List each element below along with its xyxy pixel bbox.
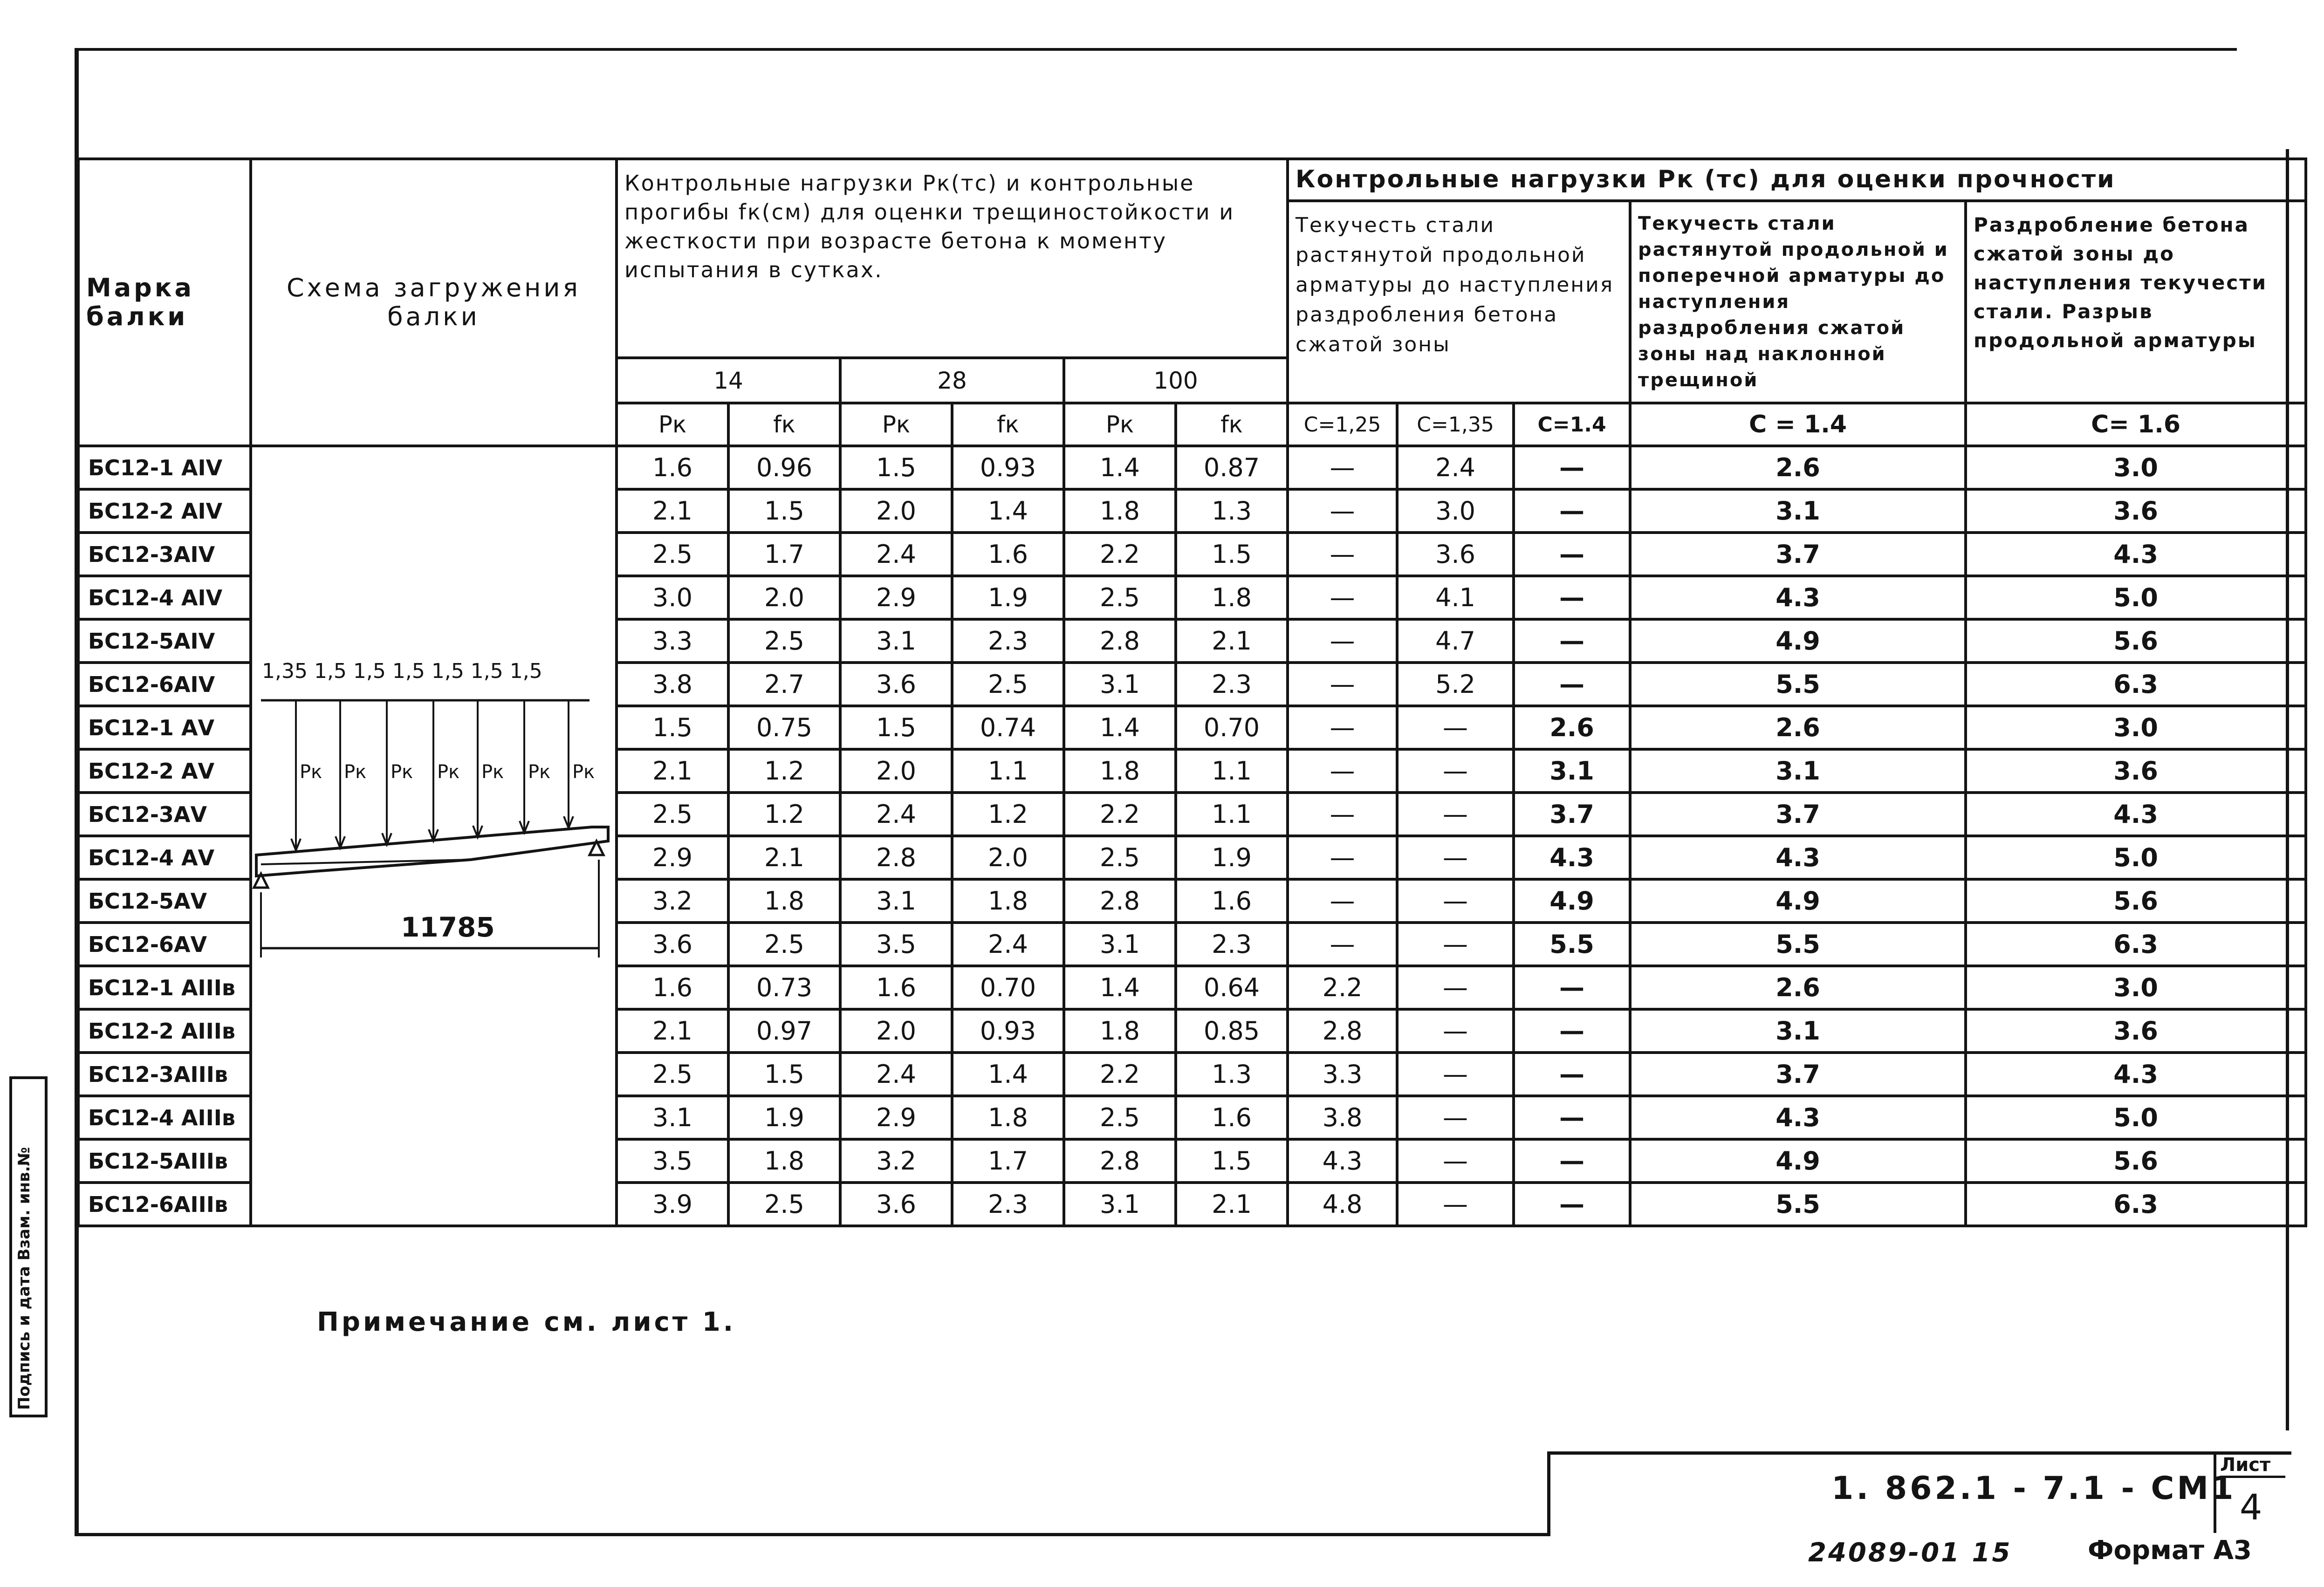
table-cell: 1.1 <box>1176 749 1288 793</box>
table-cell: 1.6 <box>617 446 728 489</box>
table-cell: 2.1 <box>617 1009 728 1053</box>
table-cell: — <box>1397 1009 1514 1053</box>
table-cell: 2.7 <box>728 663 840 706</box>
table-cell: 2.9 <box>617 836 728 879</box>
table-cell: 2.2 <box>1288 966 1397 1009</box>
table-cell: 0.93 <box>952 1009 1064 1053</box>
table-cell: 2.1 <box>617 749 728 793</box>
table-cell: 2.4 <box>840 793 952 836</box>
table-cell: 1.2 <box>952 793 1064 836</box>
table-cell: 0.97 <box>728 1009 840 1053</box>
table-cell: 2.6 <box>1514 706 1630 749</box>
table-cell: — <box>1397 1139 1514 1183</box>
load-label: Рк <box>391 761 413 783</box>
table-cell: — <box>1288 446 1397 489</box>
header-pk-28: Рк <box>840 403 952 446</box>
table-cell: — <box>1397 836 1514 879</box>
table-cell: 1.4 <box>1064 706 1176 749</box>
load-arrows <box>291 700 595 850</box>
table-cell: 3.1 <box>1630 1009 1966 1053</box>
table-cell: 2.1 <box>728 836 840 879</box>
load-label: Рк <box>481 761 504 783</box>
table-cell: 4.3 <box>1514 836 1630 879</box>
table-cell: 2.3 <box>952 1183 1064 1226</box>
table-cell: 4.8 <box>1288 1183 1397 1226</box>
beam-mark: БС12-2 АV <box>78 749 251 793</box>
table-cell: 2.5 <box>617 793 728 836</box>
table-cell: 1.4 <box>952 489 1064 533</box>
table-cell: 5.0 <box>1966 836 2306 879</box>
table-row <box>78 446 2306 489</box>
table-cell: 3.7 <box>1630 1053 1966 1096</box>
table-cell: 3.8 <box>617 663 728 706</box>
table-cell: 5.5 <box>1630 663 1966 706</box>
table-cell: 2.0 <box>840 489 952 533</box>
table-cell: 3.0 <box>1966 446 2306 489</box>
table-cell: 2.3 <box>952 619 1064 663</box>
table-cell: 1.9 <box>952 576 1064 619</box>
table-cell: 3.3 <box>1288 1053 1397 1096</box>
table-cell: 2.5 <box>1064 836 1176 879</box>
table-cell: 1.9 <box>1176 836 1288 879</box>
load-label: Рк <box>300 761 322 783</box>
beam-mark: БС12-4 АV <box>78 836 251 879</box>
table-cell: — <box>1514 966 1630 1009</box>
inventory-number: 24089-01 15 <box>1808 1538 2012 1568</box>
table-cell: — <box>1397 749 1514 793</box>
table-cell: 2.6 <box>1630 706 1966 749</box>
table-cell: 1.6 <box>952 533 1064 576</box>
table-cell: 2.5 <box>617 533 728 576</box>
table-cell: 2.3 <box>1176 663 1288 706</box>
table-cell: 1.5 <box>1176 1139 1288 1183</box>
table-cell: 2.0 <box>952 836 1064 879</box>
beam-mark: БС12-5АIIIв <box>78 1139 251 1183</box>
table-cell: 4.7 <box>1397 619 1514 663</box>
table-cell: — <box>1397 1053 1514 1096</box>
side-stamp <box>9 1076 48 1417</box>
document-code: 1. 862.1 - 7.1 - СМ1 <box>1831 1470 2236 1507</box>
beam-mark: БС12-3АIIIв <box>78 1053 251 1096</box>
table-cell: 5.0 <box>1966 576 2306 619</box>
table-cell: 2.2 <box>1064 793 1176 836</box>
table-cell: 2.1 <box>1176 619 1288 663</box>
table-cell: 2.1 <box>617 489 728 533</box>
table-cell: — <box>1288 663 1397 706</box>
table-cell: 0.64 <box>1176 966 1288 1009</box>
table-cell: 3.6 <box>1966 1009 2306 1053</box>
table-cell: — <box>1288 576 1397 619</box>
schema-length: 11785 <box>401 911 495 943</box>
table-cell: 2.9 <box>840 576 952 619</box>
table-cell: — <box>1288 749 1397 793</box>
header-pk-14: Рк <box>617 403 728 446</box>
table-cell: 3.5 <box>840 923 952 966</box>
table-cell: 3.7 <box>1630 793 1966 836</box>
sheet-number: 4 <box>2240 1486 2262 1528</box>
table-cell: 1.3 <box>1176 489 1288 533</box>
sheet-label: Лист <box>2220 1454 2285 1478</box>
table-cell: 1.6 <box>1176 1096 1288 1139</box>
header-age-28: 28 <box>840 358 1064 403</box>
table-cell: 3.1 <box>1064 663 1176 706</box>
table-cell: 5.6 <box>1966 619 2306 663</box>
table-cell: — <box>1397 706 1514 749</box>
beam-mark: БС12-6АV <box>78 923 251 966</box>
header-fk-14: fк <box>728 403 840 446</box>
table-cell: 2.9 <box>840 1096 952 1139</box>
table-cell: 1.3 <box>1176 1053 1288 1096</box>
table-cell: 3.1 <box>1064 1183 1176 1226</box>
table-cell: 0.70 <box>1176 706 1288 749</box>
table-cell: 1.8 <box>1176 576 1288 619</box>
header-age-100: 100 <box>1064 358 1288 403</box>
table-cell: — <box>1397 1096 1514 1139</box>
table-cell: 2.5 <box>617 1053 728 1096</box>
table-cell: 3.9 <box>617 1183 728 1226</box>
beam-mark: БС12-4 АIIIв <box>78 1096 251 1139</box>
header-c125: C=1,25 <box>1288 403 1397 446</box>
header-c14a: C=1.4 <box>1514 403 1630 446</box>
table-cell: — <box>1397 966 1514 1009</box>
table-cell: 5.0 <box>1966 1096 2306 1139</box>
table-cell: 3.6 <box>840 663 952 706</box>
table-cell: — <box>1514 663 1630 706</box>
frame-bottom-line <box>75 1533 1547 1536</box>
table-cell: 1.2 <box>728 793 840 836</box>
table-cell: 3.0 <box>1397 489 1514 533</box>
table-cell: 6.3 <box>1966 663 2306 706</box>
table-cell: 2.1 <box>1176 1183 1288 1226</box>
table-cell: 2.8 <box>1288 1009 1397 1053</box>
table-cell: — <box>1288 923 1397 966</box>
table-cell: 0.87 <box>1176 446 1288 489</box>
header-age-14: 14 <box>617 358 840 403</box>
table-cell: 3.6 <box>1397 533 1514 576</box>
table-cell: 1.5 <box>617 706 728 749</box>
table-cell: — <box>1514 533 1630 576</box>
table-cell: 3.1 <box>1064 923 1176 966</box>
table-cell: 2.5 <box>728 619 840 663</box>
table-cell: 2.5 <box>1064 1096 1176 1139</box>
table-cell: — <box>1514 1053 1630 1096</box>
table-cell: 1.4 <box>1064 446 1176 489</box>
table-cell: 1.5 <box>840 446 952 489</box>
table-cell: 5.5 <box>1630 923 1966 966</box>
table-cell: 1.6 <box>840 966 952 1009</box>
table-cell: — <box>1514 1096 1630 1139</box>
table-cell: 3.6 <box>1966 749 2306 793</box>
table-cell: — <box>1288 489 1397 533</box>
header-mark: Марка балки <box>78 159 251 446</box>
table-cell: — <box>1397 879 1514 923</box>
table-cell: 1.8 <box>1064 1009 1176 1053</box>
table-cell: 4.3 <box>1630 1096 1966 1139</box>
table-cell: — <box>1514 446 1630 489</box>
table-cell: 3.2 <box>840 1139 952 1183</box>
table-cell: 3.7 <box>1514 793 1630 836</box>
table-cell: 1.6 <box>1176 879 1288 923</box>
table-cell: 0.73 <box>728 966 840 1009</box>
table-cell: 2.5 <box>952 663 1064 706</box>
header-concrete: Раздробление бетона сжатой зоны до наступления текучести стали. Разрыв продольной арматуры <box>1966 201 2306 403</box>
table-cell: 1.9 <box>728 1096 840 1139</box>
table-cell: 2.4 <box>1397 446 1514 489</box>
table-cell: 1.6 <box>617 966 728 1009</box>
table-cell: 3.2 <box>617 879 728 923</box>
table-cell: 4.9 <box>1630 619 1966 663</box>
table-cell: 0.93 <box>952 446 1064 489</box>
beam-mark: БС12-1 АIV <box>78 446 251 489</box>
table-cell: 4.3 <box>1966 1053 2306 1096</box>
table-cell: 2.0 <box>840 1009 952 1053</box>
table-cell: 1.5 <box>840 706 952 749</box>
table-cell: 1.1 <box>952 749 1064 793</box>
table-cell: 6.3 <box>1966 923 2306 966</box>
table-cell: 4.9 <box>1630 879 1966 923</box>
table-cell: 2.8 <box>840 836 952 879</box>
table-cell: — <box>1397 793 1514 836</box>
table-cell: 2.0 <box>728 576 840 619</box>
header-fk-28: fк <box>952 403 1064 446</box>
table-cell: 1.4 <box>1064 966 1176 1009</box>
table-cell: 1.5 <box>728 489 840 533</box>
beam-mark: БС12-6АIIIв <box>78 1183 251 1226</box>
table-cell: 0.74 <box>952 706 1064 749</box>
table-cell: 5.6 <box>1966 1139 2306 1183</box>
table-cell: 1.1 <box>1176 793 1288 836</box>
load-label: Рк <box>344 761 367 783</box>
beam-mark: БС12-3АIV <box>78 533 251 576</box>
table-cell: 1.8 <box>1064 489 1176 533</box>
table-cell: 3.8 <box>1288 1096 1397 1139</box>
table-cell: — <box>1514 619 1630 663</box>
table-cell: 3.0 <box>1966 706 2306 749</box>
load-label: Рк <box>437 761 460 783</box>
table-cell: — <box>1514 1139 1630 1183</box>
table-cell: 1.7 <box>952 1139 1064 1183</box>
table-cell: 5.2 <box>1397 663 1514 706</box>
table-cell: 3.7 <box>1630 533 1966 576</box>
table-cell: 1.8 <box>728 1139 840 1183</box>
table-cell: 1.2 <box>728 749 840 793</box>
table-cell: 0.96 <box>728 446 840 489</box>
table-cell: 2.0 <box>840 749 952 793</box>
header-c14b: C = 1.4 <box>1630 403 1966 446</box>
table-cell: 3.1 <box>840 619 952 663</box>
table-cell: — <box>1514 1183 1630 1226</box>
table-cell: 2.2 <box>1064 533 1176 576</box>
table-cell: — <box>1397 923 1514 966</box>
header-crack-group: Контрольные нагрузки Рк(тс) и контрольные прогибы fк(см) для оценки трещиностойкости и жесткости при возрасте бетона к моменту испытания в сутках. <box>617 159 1288 358</box>
table-cell: — <box>1288 879 1397 923</box>
table-cell: 3.0 <box>617 576 728 619</box>
loading-schema-diagram <box>252 650 620 1004</box>
sheet-format: Формат А3 <box>2088 1535 2252 1566</box>
table-cell: 2.4 <box>952 923 1064 966</box>
table-cell: 2.5 <box>728 1183 840 1226</box>
table-cell: 3.6 <box>1966 489 2306 533</box>
table-cell: 3.5 <box>617 1139 728 1183</box>
table-cell: 1.8 <box>1064 749 1176 793</box>
table-cell: 4.3 <box>1630 576 1966 619</box>
note-text: Примечание см. лист 1. <box>317 1307 736 1337</box>
table-cell: 3.1 <box>617 1096 728 1139</box>
header-steel: Текучесть стали растянутой продольной арматуры до наступления раздробления бетона сжатой зоны <box>1288 201 1630 403</box>
table-cell: 4.9 <box>1514 879 1630 923</box>
beam-mark: БС12-1 АIIIв <box>78 966 251 1009</box>
beam-mark: БС12-5АIV <box>78 619 251 663</box>
table-cell: — <box>1288 619 1397 663</box>
beam-mark: БС12-6АIV <box>78 663 251 706</box>
table-cell: 3.3 <box>617 619 728 663</box>
table-cell: — <box>1288 533 1397 576</box>
table-cell: 4.3 <box>1966 533 2306 576</box>
table-cell: 1.5 <box>1176 533 1288 576</box>
table-cell: 3.1 <box>1514 749 1630 793</box>
table-cell: 5.5 <box>1630 1183 1966 1226</box>
header-fk-100: fк <box>1176 403 1288 446</box>
table-cell: 6.3 <box>1966 1183 2306 1226</box>
beam-mark: БС12-1 АV <box>78 706 251 749</box>
table-cell: 4.3 <box>1288 1139 1397 1183</box>
sheet-cell <box>2214 1451 2291 1533</box>
table-cell: 2.5 <box>1064 576 1176 619</box>
table-cell: — <box>1514 1009 1630 1053</box>
table-cell: 0.85 <box>1176 1009 1288 1053</box>
header-c135: C=1,35 <box>1397 403 1514 446</box>
table-cell: 0.75 <box>728 706 840 749</box>
table-cell: 3.6 <box>840 1183 952 1226</box>
header-pk-100: Рк <box>1064 403 1176 446</box>
table-cell: 2.4 <box>840 1053 952 1096</box>
beam-mark: БС12-5АV <box>78 879 251 923</box>
table-cell: 1.8 <box>952 879 1064 923</box>
table-cell: 4.9 <box>1630 1139 1966 1183</box>
table-cell: 2.6 <box>1630 446 1966 489</box>
beam-mark: БС12-2 АIIIв <box>78 1009 251 1053</box>
load-label: Рк <box>528 761 551 783</box>
table-cell: 2.4 <box>840 533 952 576</box>
table-cell: 1.7 <box>728 533 840 576</box>
header-schema: Схема загружения балки <box>251 159 617 446</box>
table-cell: 5.5 <box>1514 923 1630 966</box>
table-cell: 1.8 <box>952 1096 1064 1139</box>
beam-mark: БС12-3АV <box>78 793 251 836</box>
table-cell: 3.1 <box>1630 749 1966 793</box>
table-cell: 3.1 <box>1630 489 1966 533</box>
table-cell: 2.8 <box>1064 1139 1176 1183</box>
table-cell: 2.8 <box>1064 879 1176 923</box>
table-cell: — <box>1514 576 1630 619</box>
table-cell: — <box>1514 489 1630 533</box>
beam-mark: БС12-2 АIV <box>78 489 251 533</box>
table-cell: 4.3 <box>1630 836 1966 879</box>
table-cell: 4.3 <box>1966 793 2306 836</box>
schema-spans: 1,35 1,5 1,5 1,5 1,5 1,5 1,5 <box>262 659 542 683</box>
table-cell: 5.6 <box>1966 879 2306 923</box>
header-steel-incl: Текучесть стали растянутой продольной и поперечной арматуры до наступления раздробления сжатой зоны над наклонной трещиной <box>1630 201 1966 403</box>
table-cell: 3.1 <box>840 879 952 923</box>
side-stamp-label: Подпись и дата Взам. инв.№ <box>15 1147 34 1410</box>
table-cell: 4.1 <box>1397 576 1514 619</box>
header-strength-group: Контрольные нагрузки Рк (тс) для оценки прочности <box>1288 159 2306 201</box>
table-cell: 1.8 <box>728 879 840 923</box>
table-cell: — <box>1397 1183 1514 1226</box>
table-cell: 2.6 <box>1630 966 1966 1009</box>
table-cell: 3.6 <box>617 923 728 966</box>
table-cell: 2.2 <box>1064 1053 1176 1096</box>
beam-mark: БС12-4 АIV <box>78 576 251 619</box>
load-label: Рк <box>572 761 595 783</box>
table-cell: — <box>1288 836 1397 879</box>
table-cell: 0.70 <box>952 966 1064 1009</box>
table-cell: 3.0 <box>1966 966 2306 1009</box>
header-c16: C= 1.6 <box>1966 403 2306 446</box>
table-cell: 2.3 <box>1176 923 1288 966</box>
table-cell: — <box>1288 706 1397 749</box>
table-cell: 1.4 <box>952 1053 1064 1096</box>
frame-top-line <box>75 48 2237 51</box>
table-cell: 2.8 <box>1064 619 1176 663</box>
table-cell: 1.5 <box>728 1053 840 1096</box>
table-cell: 2.5 <box>728 923 840 966</box>
table-cell: — <box>1288 793 1397 836</box>
